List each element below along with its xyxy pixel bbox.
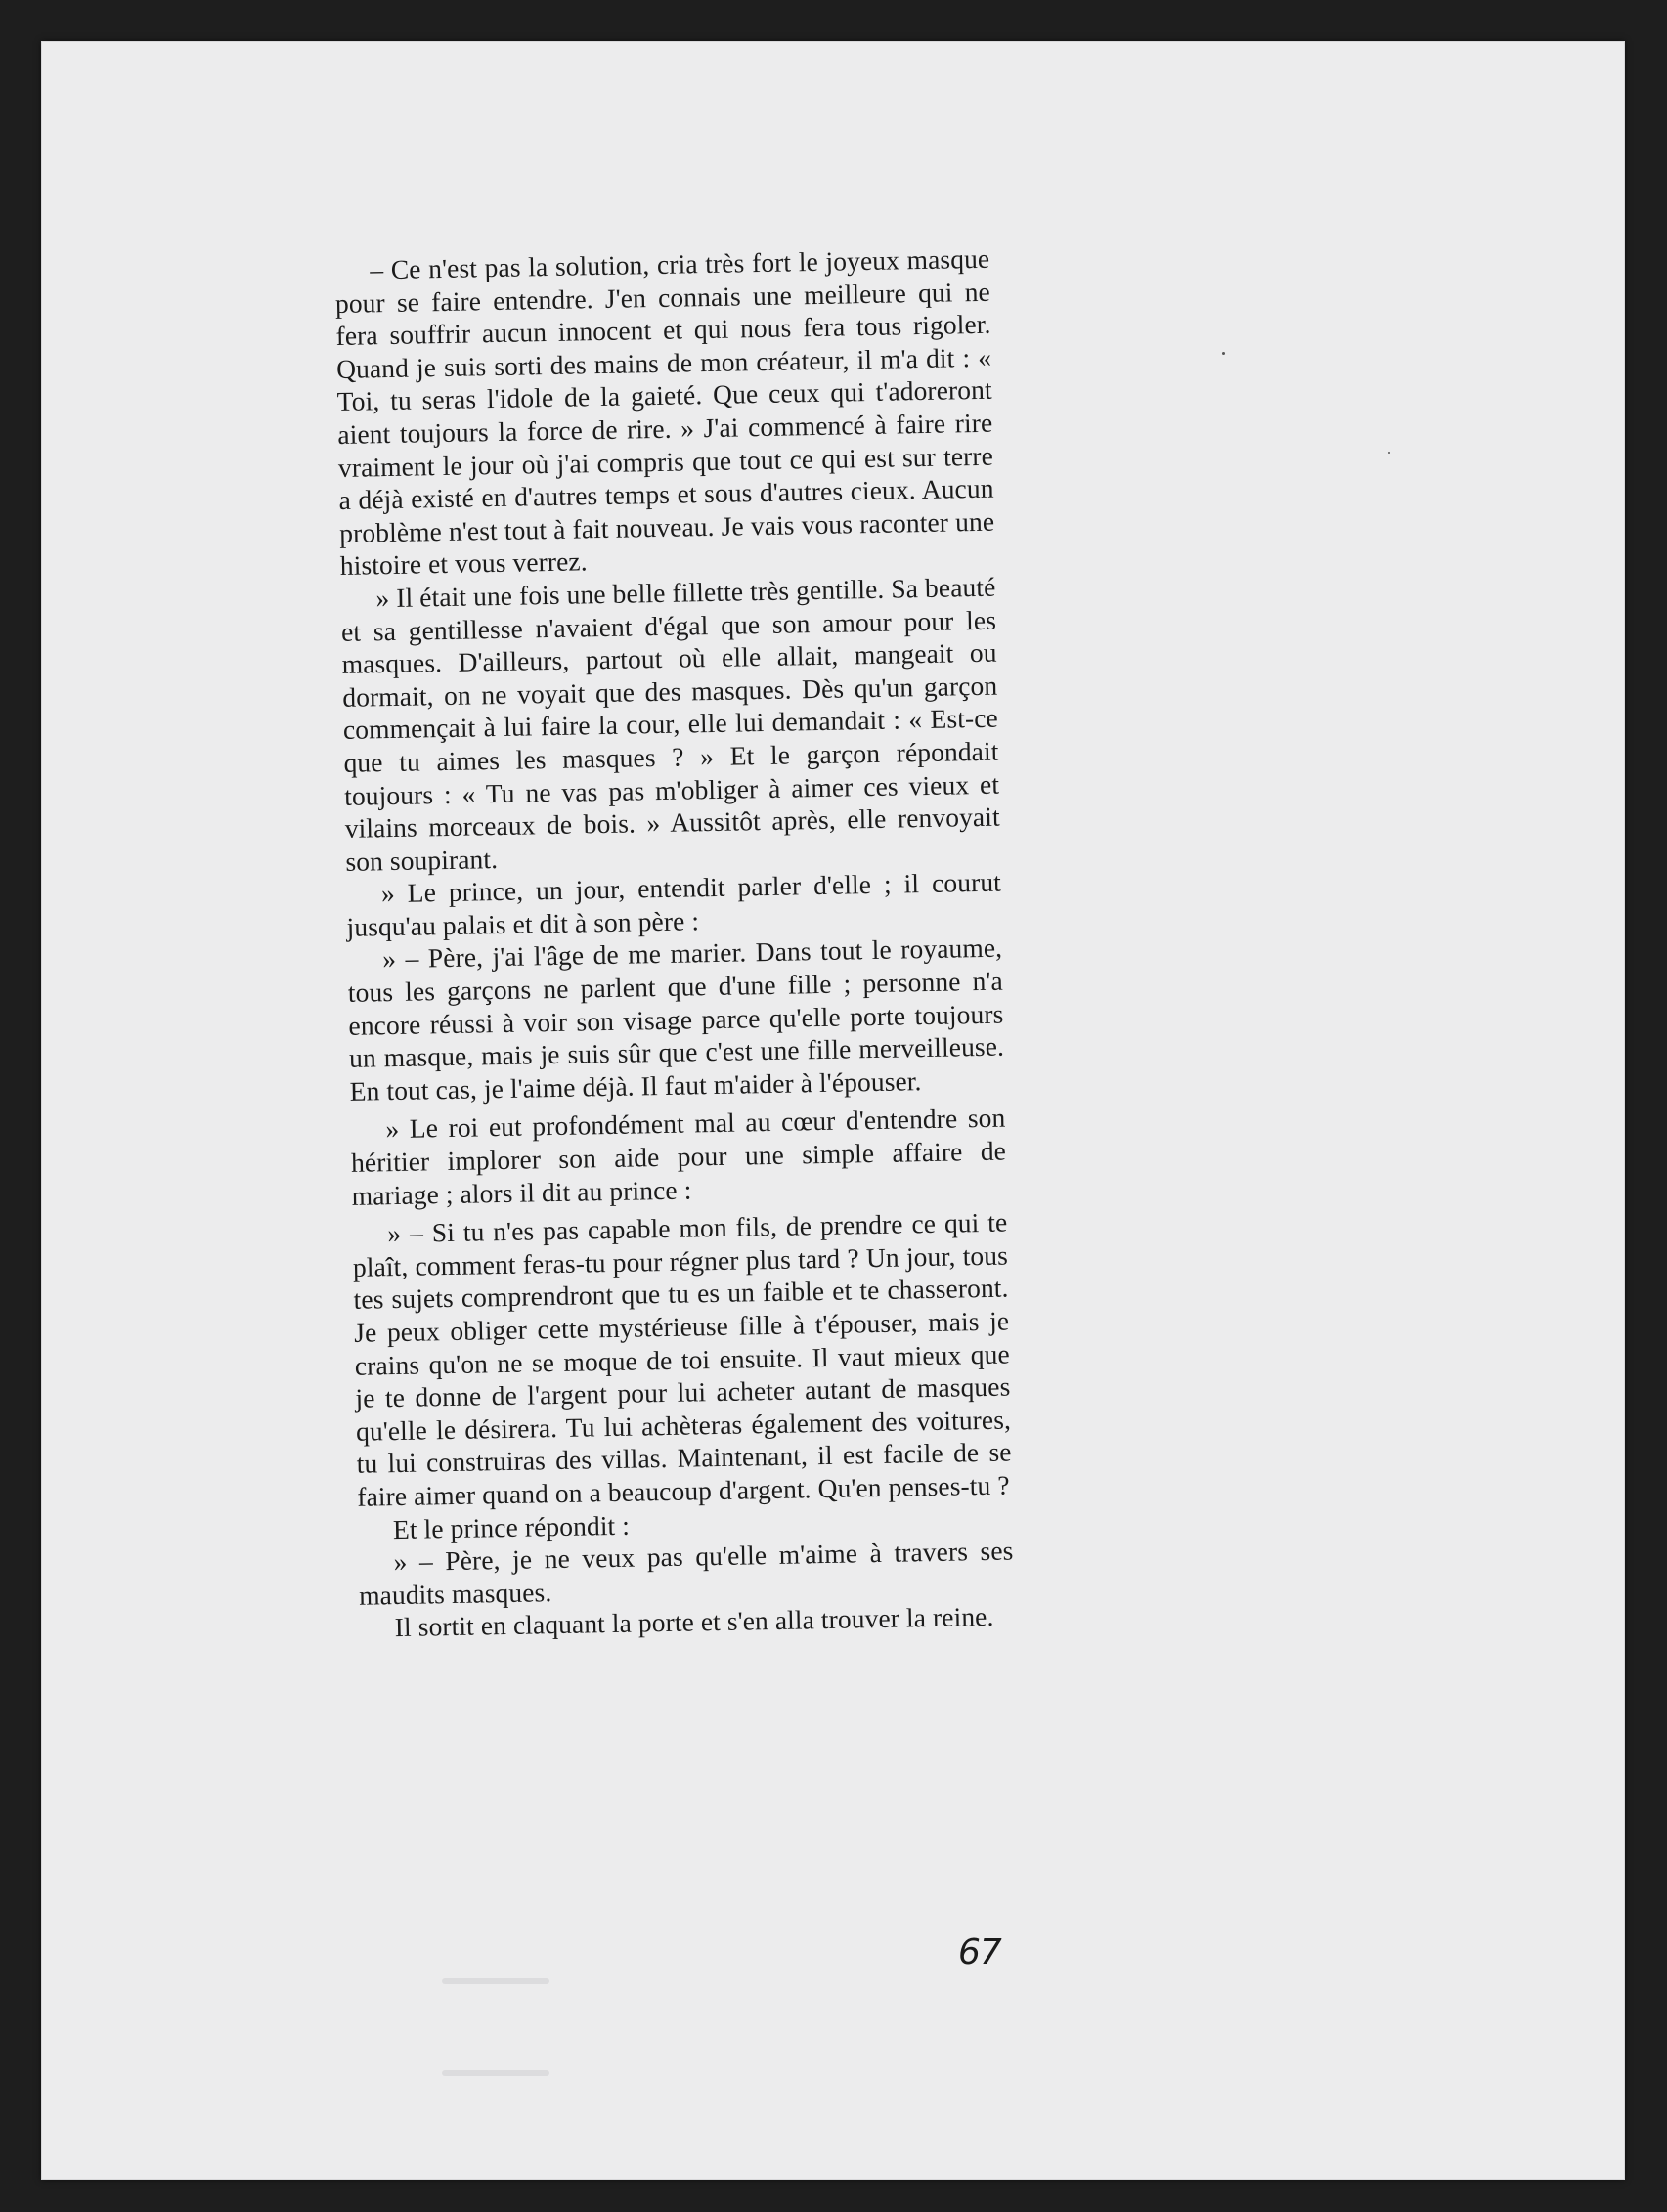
paragraph: » Il était une fois une belle fillette très gentille. Sa beauté et sa gentillesse n'avaient d'égal que son amour pour les masques. D'ailleurs, partout où elle allait, mangeait ou dormait, on ne voyait que des masques. Dès qu'un garçon commençait à lui faire la cour, elle lui demandait : « Est-ce que tu aimes les masques ? » Et le garçon répondait toujours : « Tu ne vas pas m'obliger à aimer ces vieux et vilains morceaux de bois. » Aussitôt après, elle renvoyait son soupirant. [340, 571, 1000, 877]
page-number: 67 [958, 1932, 1001, 1973]
body-text [334, 242, 1015, 1645]
paper-speck [1388, 452, 1390, 454]
document-page [41, 41, 1625, 2180]
paragraph: Il sortit en claquant la porte et s'en alla trouver la reine. [394, 1601, 994, 1643]
paragraph: Et le prince répondit : [392, 1509, 631, 1544]
paragraph: » – Père, je ne veux pas qu'elle m'aime à travers ses maudits masques. [358, 1535, 1014, 1611]
paragraph: » – Père, j'ai l'âge de me marier. Dans tout le royaume, tous les garçons ne parlent que d'une fille ; personne n'a encore réussi à voir son visage parce qu'elle porte toujours un masque, mais je suis sûr que c'est une fille merveilleuse. En tout cas, je l'aime déjà. Il faut m'aider à l'épouser. [347, 933, 1005, 1106]
paragraph: – Ce n'est pas la solution, cria très fort le joyeux masque pour se faire entendre. J'en connais une meilleure qui ne fera souffrir aucun innocent et qui nous fera tous rigoler. Quand je suis sorti des mains de mon créateur, il m'a dit : « Toi, tu seras l'idole de la gaieté. Que ceux qui t'adoreront aient toujours la force de rire. » J'ai commencé à faire rire vraiment le jour où j'ai compris que tout ce qui est sur terre a déjà existé en d'autres temps et sous d'autres cieux. Aucun problème n'est tout à fait nouveau. Je vais vous raconter une histoire et vous verrez. [334, 242, 995, 582]
paragraph: » Le roi eut profondément mal au cœur d'entendre son héritier implorer son aide pour une simple affaire de mariage ; alors il dit au prince : [350, 1103, 1007, 1211]
paragraph: » Le prince, un jour, entendit parler d'elle ; il courut jusqu'au palais et dit à son père : [346, 866, 1002, 942]
show-through-mark [442, 1978, 549, 1984]
show-through-mark [442, 2070, 549, 2076]
paper-speck [1222, 352, 1225, 355]
paragraph: » – Si tu n'es pas capable mon fils, de prendre ce qui te plaît, comment feras-tu pour régner plus tard ? Un jour, tous tes sujets comprendront que tu es un faible et te chasseront. Je peux obliger cette mystérieuse fille à t'épouser, mais je crains qu'on ne se moque de toi ensuite. Il vaut mieux que je te donne de l'argent pour lui acheter autant de masques qu'elle le désirera. Tu lui achèteras également des voitures, tu lui construiras des villas. Maintenant, il est facile de se faire aimer quand on a beaucoup d'argent. Qu'en penses-tu ? [352, 1206, 1012, 1512]
